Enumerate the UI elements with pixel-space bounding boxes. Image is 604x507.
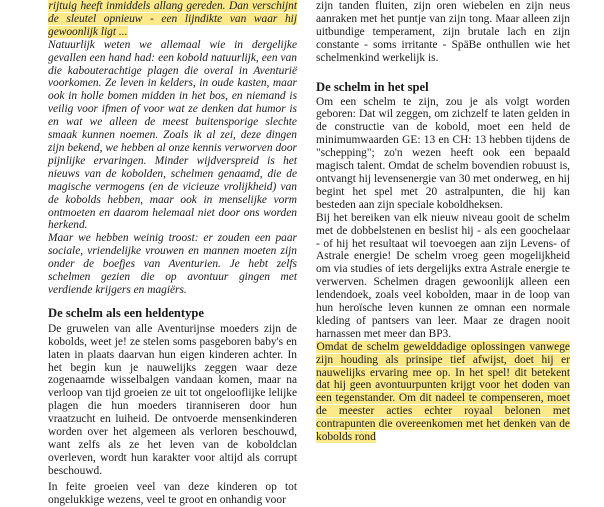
left-paragraph-3: Maar we hebben weinig troost: er zouden een paar sociale, vriendelijke vrouwen en mannen moeten zijn onder de boefjes van Aventurien. Je hebt zelfs schelmen gezien die op avontuur gingen met verdiende krijgers en magiërs.	[48, 232, 297, 296]
left-column	[48, 0, 297, 507]
right-paragraph-3: Bij het bereiken van elk nieuw niveau gooit de schelm met de dobbelstenen en beslist hij - als een goochelaar - of hij het resultaat wil toevoegen aan zijn Levens- of Astrale energie! De schelm vroeg geen mogelijkheid om via studies of iets dergelijks extra Astrale energie te verwerven. Schelmen dragen gewoonlijk alleen een lendendoek, zoals veel kobolden, maar in de loop van hun heroïsche leven kunnen ze omnan een normale kleding of pantsers van leer. Maar ze dragen nooit harnassen met meer dan BP3.	[316, 211, 570, 340]
highlight: Omdat de schelm gewelddadige oplossingen vanwege zijn houding als prinsipe tief afwijst, doet hij er nauwelijks ervaring mee op. In het spel! dit betekent dat hij geen avontuurpunten krijgt voor het doden van een tegenstander. Om dit nadeel te compenseren, moet de meester acties echter royaal belonen met contrapunten die overeenkomen met het denken van de kobolds rond	[316, 340, 570, 444]
left-paragraph-2: Natuurlijk weten we allemaal wie in dergelijke gevallen een hand had: een kobold natuurlijk, een van die kabouterachtige plagen die overal in Aventurië voorkomen. Ze leven in kelders, in oude kasten, maar ook in holle bomen midden in het bos, en niemand is veilig voor ifmen of voor wat ze denken dat humor is en wat we alleen de meest buitensporige slechte smaak kunnen noemen. Zoals ik al zei, deze dingen zijn bekend, we hebben al onze kennis verworven door pijnlijke ervaringen. Minder wijdverspreid is het nieuws van de kobolden, schelmen genaamd, die de magische vermogens (en de vicieuze vrolijkheid) van de kobolds hebben, maar ook in menselijke vorm ontmoeten en daarom helemaal niet door ons worden herkend.	[48, 38, 297, 232]
left-paragraph-4: De gruwelen van alle Aventurijnse moeders zijn de kobolds, weet je! ze stelen soms pasgeboren baby's en laten in plaats daarvan hun eigen kinderen achter. In het begin kun je nauwelijks zeggen waar deze zogenaamde wisselbalgen vandaan komen, maar na verloop van tijd groeien ze uit tot ongelooflijke lelijke plagen die hun moeders tiranniseren door hun vraatzucht en luiheid. De ontvoerde mensenkinderen worden over het algemeen als verloren beschouwd, want zelfs als ze het leven van de koboldclan overleven, wordt hun karakter voor altijd als corrupt beschouwd.	[48, 322, 297, 477]
highlight: rijtuig heeft inmiddels allang gereden. Dan verschijnt de sleutel opnieuw - een lijndikte van waar hij gewoonlijk ligt ...	[48, 0, 297, 38]
section-heading-in-game: De schelm in het spel	[316, 79, 429, 94]
section-heading-hero-type: De schelm als een heldentype	[48, 305, 205, 320]
right-paragraph-1: zijn tanden fluiten, zijn oren wiebelen en zijn neus aanraken met het puntje van zijn tong. Maar alleen zijn uitbundige temperament, zijn brutale lach en zijn constante - soms irritante - SpäBe onthullen wie het schelmenkind werkelijk is.	[316, 0, 570, 64]
right-paragraph-2: Om een schelm te zijn, zou je als volgt worden geboren: Dat wil zeggen, om zichzelf te laten gelden in de constructie van de kobold, moet een held de minimumwaarden GE: 13 en CH: 13 hebben tijdens de "schepping"; zo'n wezen heeft ook een bepaald magisch talent. Omdat de schelm bovendien robuust is, ontvangt hij levensenergie van 30 met onderweg, en hij begint het spel met 20 astralpunten, die hij kan besteden aan zijn speciale koboldheksen.	[316, 95, 570, 211]
right-paragraph-4	[316, 341, 570, 444]
left-paragraph-5: In feite groeien veel van deze kinderen op tot ongelukkige wezens, veel te groot en onhandig voor	[48, 480, 297, 506]
left-paragraph-1	[48, 0, 297, 39]
right-column	[316, 0, 570, 444]
